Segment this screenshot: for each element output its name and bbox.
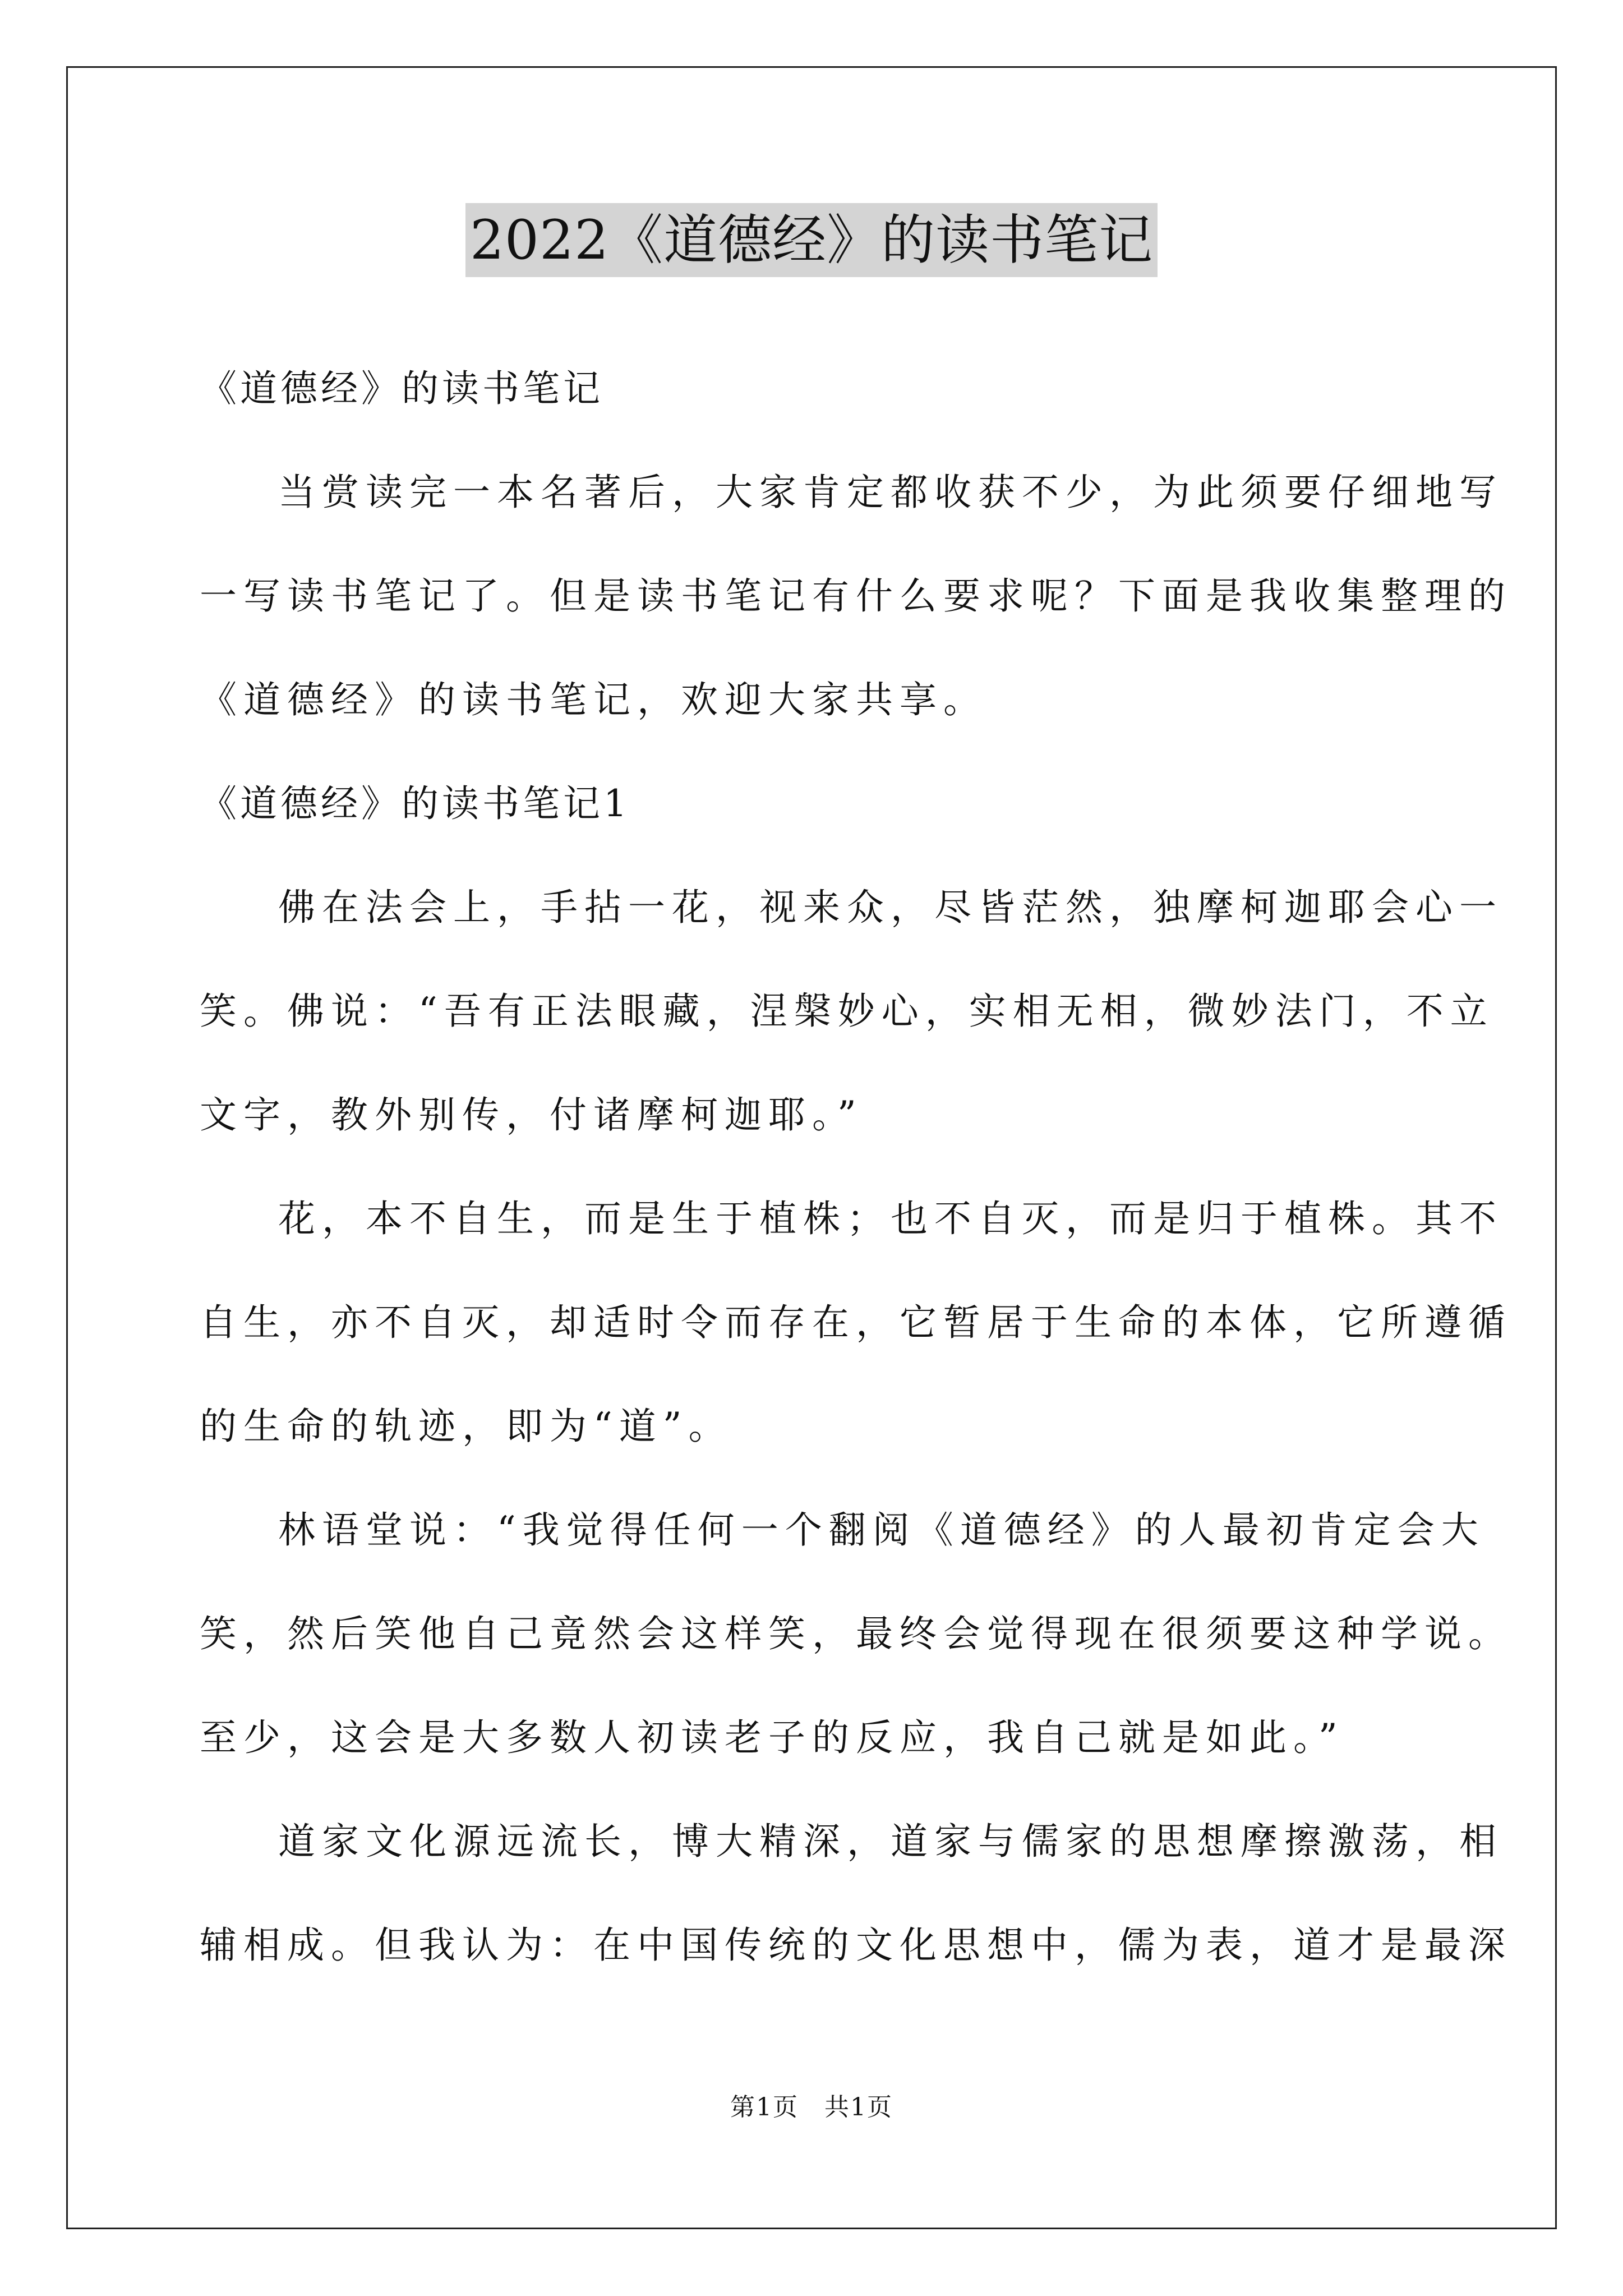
paragraph-line: 道家文化源远流长，博大精深，道家与儒家的思想摩擦激荡，相 [278, 1820, 1503, 1863]
paragraph-line: 辅相成。但我认为：在中国传统的文化思想中，儒为表，道才是最深 [200, 1924, 1512, 1967]
paragraph-line: 佛在法会上，手拈一花，视来众，尽皆茫然，独摩柯迦耶会心一 [278, 886, 1503, 929]
paragraph-line: 笑，然后笑他自己竟然会这样笑，最终会觉得现在很须要这种学说。 [200, 1612, 1512, 1655]
document-title: 2022《道德经》的读书笔记 [465, 203, 1158, 277]
subtitle-line: 《道德经》的读书笔记 [200, 367, 603, 410]
paragraph-line: 当赏读完一本名著后，大家肯定都收获不少，为此须要仔细地写 [278, 471, 1503, 514]
page-footer: 第1页 共1页 [730, 2093, 893, 2122]
paragraph-line: 笑。佛说：“吾有正法眼藏，涅槃妙心，实相无相，微妙法门，不立 [200, 990, 1494, 1033]
document-body [200, 337, 1512, 1997]
title-container [0, 203, 1623, 277]
paragraph-line: 文字，教外别传，付诸摩柯迦耶。” [200, 1093, 863, 1137]
paragraph-line: 花，本不自生，而是生于植株；也不自灭，而是归于植株。其不 [278, 1197, 1503, 1240]
section-heading: 《道德经》的读书笔记1 [200, 782, 630, 825]
paragraph-line: 自生，亦不自灭，却适时令而存在，它暂居于生命的本体，它所遵循 [200, 1301, 1512, 1344]
paragraph-line: 的生命的轨迹，即为“道”。 [200, 1405, 732, 1448]
paragraph-line: 一写读书笔记了。但是读书笔记有什么要求呢？下面是我收集整理的 [200, 574, 1512, 618]
paragraph-line: 《道德经》的读书笔记，欢迎大家共享。 [200, 678, 987, 721]
paragraph-line: 林语堂说：“我觉得任何一个翻阅《道德经》的人最初肯定会大 [278, 1508, 1485, 1552]
paragraph-line: 至少，这会是大多数人初读老子的反应，我自己就是如此。” [200, 1716, 1344, 1759]
